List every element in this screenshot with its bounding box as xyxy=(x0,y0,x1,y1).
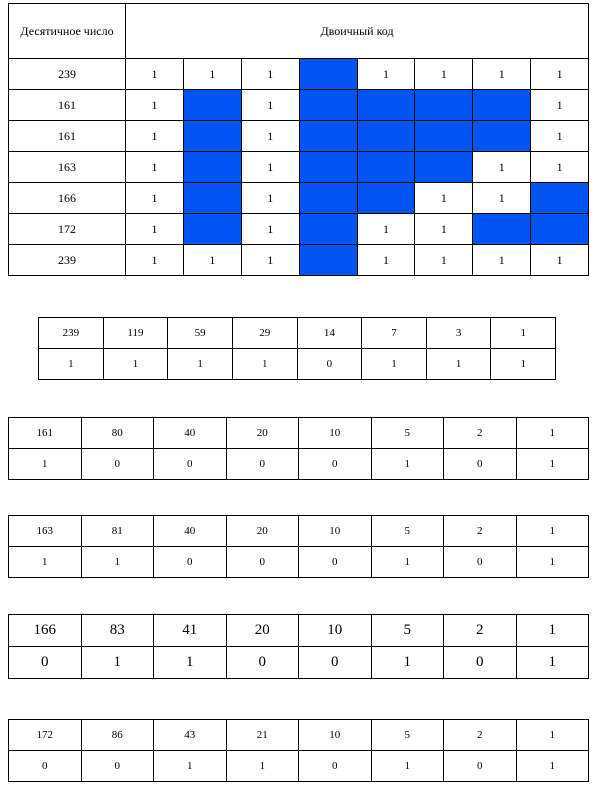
quotient-cell: 10 xyxy=(299,418,372,449)
quotient-cell: 29 xyxy=(232,318,297,349)
bit-cell-filled xyxy=(183,121,241,152)
decimal-cell: 172 xyxy=(9,214,126,245)
remainder-cell: 1 xyxy=(362,349,427,380)
quotient-cell: 5 xyxy=(371,615,444,647)
decimal-cell: 239 xyxy=(9,245,126,276)
bit-cell-filled xyxy=(415,152,473,183)
remainder-cell: 1 xyxy=(516,647,589,679)
remainder-cell: 1 xyxy=(516,449,589,480)
remainder-cell: 0 xyxy=(9,751,82,782)
remainder-cell: 1 xyxy=(154,647,227,679)
remainder-cell: 0 xyxy=(299,547,372,578)
remainder-cell: 1 xyxy=(232,349,297,380)
quotient-row xyxy=(9,720,589,751)
binary-grid-table xyxy=(8,3,589,276)
conversion-body xyxy=(9,615,589,679)
quotient-cell: 40 xyxy=(154,418,227,449)
remainder-cell: 0 xyxy=(81,449,154,480)
grid-row xyxy=(9,152,589,183)
decimal-header: Десятичное число xyxy=(9,4,126,59)
grid-row xyxy=(9,90,589,121)
bit-cell: 1 xyxy=(473,152,531,183)
quotient-cell: 40 xyxy=(154,516,227,547)
remainder-cell: 1 xyxy=(81,547,154,578)
quotient-cell: 3 xyxy=(426,318,491,349)
bit-cell: 1 xyxy=(126,90,184,121)
bit-cell: 1 xyxy=(126,183,184,214)
quotient-cell: 239 xyxy=(39,318,104,349)
bit-cell-filled xyxy=(473,90,531,121)
quotient-cell: 14 xyxy=(297,318,362,349)
remainder-cell: 1 xyxy=(81,647,154,679)
remainder-cell: 0 xyxy=(226,449,299,480)
quotient-row xyxy=(9,418,589,449)
decimal-cell: 239 xyxy=(9,59,126,90)
bit-cell-filled xyxy=(415,90,473,121)
bit-cell-filled xyxy=(183,90,241,121)
remainder-cell: 0 xyxy=(444,449,517,480)
remainder-cell: 1 xyxy=(226,751,299,782)
remainder-row xyxy=(9,547,589,578)
remainder-cell: 1 xyxy=(516,751,589,782)
grid-row xyxy=(9,121,589,152)
quotient-row xyxy=(9,615,589,647)
quotient-cell: 1 xyxy=(516,615,589,647)
remainder-cell: 0 xyxy=(299,751,372,782)
bit-cell: 1 xyxy=(241,121,299,152)
bit-cell: 1 xyxy=(183,245,241,276)
bit-cell-filled xyxy=(299,121,357,152)
bit-cell-filled xyxy=(299,152,357,183)
remainder-cell: 0 xyxy=(299,647,372,679)
quotient-cell: 1 xyxy=(516,720,589,751)
bit-cell-filled xyxy=(299,183,357,214)
bit-cell-filled xyxy=(357,121,415,152)
quotient-cell: 2 xyxy=(444,516,517,547)
remainder-cell: 0 xyxy=(154,547,227,578)
quotient-cell: 172 xyxy=(9,720,82,751)
remainder-cell: 1 xyxy=(9,449,82,480)
quotient-cell: 2 xyxy=(444,720,517,751)
remainder-cell: 0 xyxy=(9,647,82,679)
remainder-cell: 0 xyxy=(154,449,227,480)
bit-cell-filled xyxy=(531,183,589,214)
bit-cell: 1 xyxy=(473,183,531,214)
conversion-body xyxy=(9,418,589,480)
quotient-cell: 83 xyxy=(81,615,154,647)
bit-cell: 1 xyxy=(126,121,184,152)
quotient-cell: 1 xyxy=(516,516,589,547)
quotient-cell: 43 xyxy=(154,720,227,751)
bit-cell-filled xyxy=(473,214,531,245)
quotient-cell: 21 xyxy=(226,720,299,751)
bit-cell-filled xyxy=(531,214,589,245)
remainder-cell: 1 xyxy=(371,751,444,782)
bit-cell: 1 xyxy=(473,245,531,276)
quotient-cell: 80 xyxy=(81,418,154,449)
quotient-cell: 81 xyxy=(81,516,154,547)
bit-cell: 1 xyxy=(531,152,589,183)
quotient-cell: 10 xyxy=(299,516,372,547)
bit-cell: 1 xyxy=(183,59,241,90)
quotient-cell: 163 xyxy=(9,516,82,547)
decimal-cell: 161 xyxy=(9,121,126,152)
bit-cell: 1 xyxy=(531,90,589,121)
bit-cell-filled xyxy=(183,152,241,183)
remainder-row xyxy=(9,647,589,679)
bit-cell: 1 xyxy=(126,152,184,183)
bit-cell: 1 xyxy=(241,152,299,183)
conversion-body xyxy=(39,318,556,380)
quotient-cell: 86 xyxy=(81,720,154,751)
conversion-body xyxy=(9,516,589,578)
bit-cell-filled xyxy=(357,152,415,183)
bit-cell-filled xyxy=(299,90,357,121)
bit-cell-filled xyxy=(299,245,357,276)
bit-cell-filled xyxy=(183,183,241,214)
remainder-cell: 1 xyxy=(103,349,168,380)
conversion-table-239 xyxy=(38,317,556,380)
decimal-cell: 166 xyxy=(9,183,126,214)
bit-cell: 1 xyxy=(415,59,473,90)
quotient-cell: 7 xyxy=(362,318,427,349)
remainder-cell: 1 xyxy=(168,349,233,380)
quotient-cell: 161 xyxy=(9,418,82,449)
remainder-row xyxy=(39,349,556,380)
bit-cell: 1 xyxy=(415,214,473,245)
bit-cell: 1 xyxy=(241,59,299,90)
binary-header: Двоичный код xyxy=(126,4,589,59)
conversion-body xyxy=(9,720,589,782)
quotient-cell: 2 xyxy=(444,615,517,647)
remainder-cell: 0 xyxy=(81,751,154,782)
bit-cell: 1 xyxy=(126,245,184,276)
quotient-cell: 5 xyxy=(371,516,444,547)
conversion-table-161 xyxy=(8,417,589,480)
bit-cell: 1 xyxy=(126,59,184,90)
bit-cell-filled xyxy=(357,90,415,121)
bit-cell-filled xyxy=(357,183,415,214)
quotient-cell: 20 xyxy=(226,418,299,449)
quotient-cell: 5 xyxy=(371,720,444,751)
bit-cell: 1 xyxy=(415,183,473,214)
remainder-cell: 1 xyxy=(39,349,104,380)
bit-cell: 1 xyxy=(241,214,299,245)
remainder-cell: 1 xyxy=(371,547,444,578)
bit-cell: 1 xyxy=(531,245,589,276)
grid-row xyxy=(9,245,589,276)
remainder-cell: 0 xyxy=(444,647,517,679)
quotient-cell: 1 xyxy=(516,418,589,449)
conversion-table-166 xyxy=(8,614,589,679)
bit-cell: 1 xyxy=(531,59,589,90)
bit-cell: 1 xyxy=(241,90,299,121)
remainder-row xyxy=(9,449,589,480)
quotient-row xyxy=(39,318,556,349)
bit-cell: 1 xyxy=(126,214,184,245)
bit-cell: 1 xyxy=(531,121,589,152)
bit-cell: 1 xyxy=(241,183,299,214)
bit-cell: 1 xyxy=(241,245,299,276)
quotient-cell: 10 xyxy=(299,615,372,647)
quotient-cell: 20 xyxy=(226,615,299,647)
quotient-cell: 5 xyxy=(371,418,444,449)
grid-row xyxy=(9,59,589,90)
bit-cell: 1 xyxy=(357,214,415,245)
remainder-cell: 1 xyxy=(9,547,82,578)
bit-cell-filled xyxy=(473,121,531,152)
quotient-cell: 59 xyxy=(168,318,233,349)
decimal-cell: 163 xyxy=(9,152,126,183)
remainder-cell: 1 xyxy=(491,349,556,380)
conversion-table-172 xyxy=(8,719,589,782)
remainder-row xyxy=(9,751,589,782)
quotient-cell: 41 xyxy=(154,615,227,647)
bit-cell-filled xyxy=(299,59,357,90)
bit-cell-filled xyxy=(299,214,357,245)
bit-cell: 1 xyxy=(473,59,531,90)
conversion-table-163 xyxy=(8,515,589,578)
remainder-cell: 1 xyxy=(371,449,444,480)
remainder-cell: 1 xyxy=(426,349,491,380)
quotient-row xyxy=(9,516,589,547)
bit-cell: 1 xyxy=(415,245,473,276)
remainder-cell: 0 xyxy=(297,349,362,380)
quotient-cell: 119 xyxy=(103,318,168,349)
remainder-cell: 0 xyxy=(226,547,299,578)
grid-row xyxy=(9,214,589,245)
grid-header-row xyxy=(9,4,589,59)
bit-cell: 1 xyxy=(357,59,415,90)
bit-cell: 1 xyxy=(357,245,415,276)
remainder-cell: 1 xyxy=(516,547,589,578)
quotient-cell: 2 xyxy=(444,418,517,449)
quotient-cell: 1 xyxy=(491,318,556,349)
remainder-cell: 0 xyxy=(226,647,299,679)
decimal-cell: 161 xyxy=(9,90,126,121)
remainder-cell: 1 xyxy=(154,751,227,782)
bit-cell-filled xyxy=(183,214,241,245)
bit-cell-filled xyxy=(415,121,473,152)
remainder-cell: 0 xyxy=(299,449,372,480)
quotient-cell: 10 xyxy=(299,720,372,751)
remainder-cell: 0 xyxy=(444,547,517,578)
grid-row xyxy=(9,183,589,214)
binary-grid-body xyxy=(9,4,589,276)
quotient-cell: 166 xyxy=(9,615,82,647)
remainder-cell: 1 xyxy=(371,647,444,679)
quotient-cell: 20 xyxy=(226,516,299,547)
remainder-cell: 0 xyxy=(444,751,517,782)
